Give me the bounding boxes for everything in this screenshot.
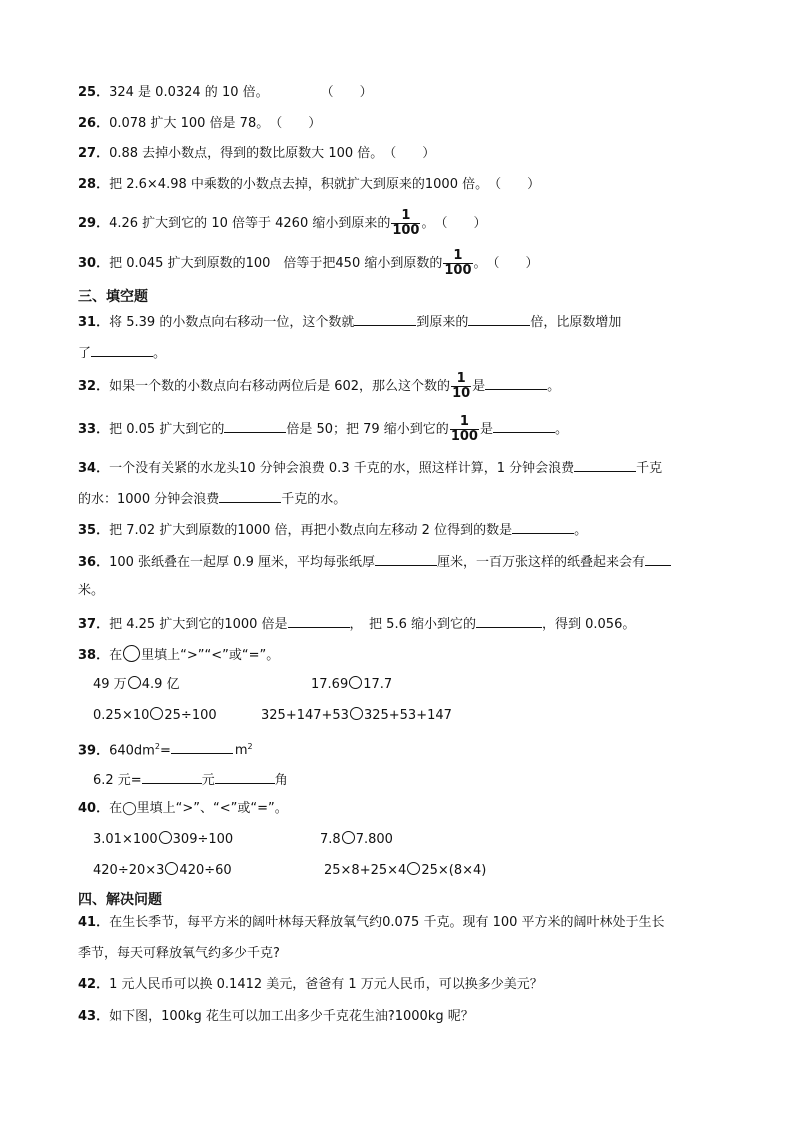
- answer-blank[interactable]: [142, 769, 202, 784]
- answer-blank[interactable]: [493, 418, 555, 433]
- question-text: 。: [554, 422, 568, 437]
- expression: 420÷60: [179, 863, 232, 878]
- question-text: 如下图，100kg 花生可以加工出多少千克花生油?1000kg 呢？: [109, 1009, 474, 1024]
- answer-blank[interactable]: [215, 769, 275, 784]
- question-30: 30．把 0.045 扩大到原数的100 倍等于把450 缩小到原数的 $\frac{1}{100}$ 。（ ）: [78, 247, 539, 281]
- compare-circle[interactable]: [342, 831, 355, 844]
- question-number: 30: [78, 256, 97, 271]
- question-text: 在: [109, 648, 123, 663]
- answer-blank[interactable]: [224, 418, 286, 433]
- question-26: 26．0.078 扩大 100 倍是 78。（ ）: [78, 116, 322, 131]
- question-41-cont: [78, 945, 280, 963]
- question-text: 元: [201, 773, 215, 788]
- question-text: 是: [472, 379, 486, 394]
- question-text: ，得到 0.056。: [542, 617, 636, 632]
- expression: 4.9 亿: [141, 677, 180, 692]
- answer-parens[interactable]: （ ）: [269, 116, 322, 131]
- question-number: 29: [78, 216, 97, 231]
- answer-parens[interactable]: （ ）: [488, 177, 541, 192]
- expression: 325+53+147: [363, 708, 452, 723]
- question-number: 37: [78, 617, 97, 632]
- question-41: 41．在生长季节，每平方米的阔叶林每天释放氧气约0.075 千克。现有 100 平方米的阔叶林处于生长: [78, 915, 665, 930]
- question-40: 40．在◯里填上“>”、“<”或“=”。: [78, 801, 288, 816]
- expression: 49 万: [93, 677, 127, 692]
- answer-parens[interactable]: （ ）: [383, 146, 436, 161]
- expression: 25×8+25×4: [324, 863, 407, 878]
- question-number: 31: [78, 315, 97, 330]
- answer-blank[interactable]: [485, 375, 547, 390]
- question-text: 将 5.39 的小数点向右移动一位，这个数就: [109, 315, 355, 330]
- compare-row: [93, 831, 233, 849]
- compare-circle[interactable]: [407, 862, 420, 875]
- question-text: 把 2.6×4.98 中乘数的小数点去掉，积就扩大到原来的1000 倍。: [109, 177, 489, 192]
- expression: 17.7: [363, 677, 393, 692]
- question-text: 一个没有关紧的水龙头10 分钟会浪费 0.3 千克的水，照这样计算，1 分钟会浪费: [109, 461, 575, 476]
- answer-blank[interactable]: [375, 551, 437, 566]
- question-33: 33．把 0.05 扩大到它的 倍是 50；把 79 缩小到它的 $\frac{1}{100}$ 是 。: [78, 414, 568, 444]
- compare-row: [93, 862, 232, 880]
- question-text: 在◯里填上“>”、“<”或“=”。: [109, 801, 288, 816]
- answer-blank[interactable]: [468, 311, 530, 326]
- question-29: 29．4.26 扩大到它的 10 倍等于 4260 缩小到原来的 $\frac{1}{100}$ 。（ ）: [78, 207, 487, 241]
- question-text: 了: [78, 346, 92, 361]
- expression: 420÷20×3: [93, 863, 165, 878]
- compare-circle[interactable]: [350, 707, 363, 720]
- question-text: 。: [547, 379, 561, 394]
- question-number: 34: [78, 461, 97, 476]
- question-31: 31．将 5.39 的小数点向右移动一位，这个数就 到原来的 倍，比原数增加: [78, 311, 621, 332]
- superscript: 2: [154, 742, 160, 751]
- compare-row: [320, 831, 393, 849]
- compare-row: [324, 862, 486, 880]
- expression: 7.800: [355, 832, 393, 847]
- question-text: ， 把 5.6 缩小到它的: [349, 617, 476, 632]
- circle-icon: [123, 645, 140, 662]
- question-text: 把 7.02 扩大到原数的1000 倍，再把小数点向左移动 2 位得到的数是: [109, 523, 513, 538]
- question-text: 把 0.05 扩大到它的: [109, 422, 225, 437]
- answer-blank[interactable]: [512, 519, 574, 534]
- question-text: 。: [574, 523, 588, 538]
- question-42: 42．1 元人民币可以换 0.1412 美元，爸爸有 1 万元人民币，可以换多少美元？: [78, 977, 543, 992]
- compare-circle[interactable]: [165, 862, 178, 875]
- question-35: 35．把 7.02 扩大到原数的1000 倍，再把小数点向左移动 2 位得到的数是 。: [78, 519, 587, 540]
- question-text: 1 元人民币可以换 0.1412 美元，爸爸有 1 万元人民币，可以换多少美元？: [109, 977, 543, 992]
- section-heading-word-problems: 四、解决问题: [78, 892, 162, 908]
- question-text: 。: [153, 346, 167, 361]
- expression: 309÷100: [172, 832, 234, 847]
- question-text: 角: [274, 773, 288, 788]
- expression: 25÷100: [164, 708, 217, 723]
- question-43: 43．如下图，100kg 花生可以加工出多少千克花生油?1000kg 呢？: [78, 1009, 474, 1024]
- expression: 3.01×100: [93, 832, 158, 847]
- answer-blank[interactable]: [645, 551, 671, 566]
- question-text: 把 0.045 扩大到原数的100 倍等于把450 缩小到原数的: [109, 256, 443, 271]
- question-25: 25．324 是 0.0324 的 10 倍。 （ ）: [78, 85, 373, 100]
- answer-parens[interactable]: （ ）: [434, 216, 487, 231]
- question-number: 25: [78, 85, 97, 100]
- question-text: 的水：1000 分钟会浪费: [78, 492, 220, 507]
- answer-blank[interactable]: [476, 613, 542, 628]
- superscript: 2: [247, 742, 253, 751]
- question-number: 27: [78, 146, 97, 161]
- question-text: 324 是 0.0324 的 10 倍。: [109, 85, 269, 100]
- answer-blank[interactable]: [171, 739, 233, 754]
- compare-circle[interactable]: [150, 707, 163, 720]
- question-34: 34．一个没有关紧的水龙头10 分钟会浪费 0.3 千克的水，照这样计算，1 分钟会浪费 千克: [78, 457, 662, 478]
- question-text: 到原来的: [416, 315, 469, 330]
- question-36-cont: [78, 582, 104, 600]
- answer-parens[interactable]: （ ）: [486, 256, 539, 271]
- unit: m: [234, 743, 248, 759]
- question-number: 26: [78, 116, 97, 131]
- answer-blank[interactable]: [219, 488, 281, 503]
- question-39: 39．$640dm^2= m^2$: [78, 738, 253, 760]
- question-number: 28: [78, 177, 97, 192]
- compare-row: [93, 676, 180, 694]
- question-text: 6.2 元=: [93, 773, 142, 788]
- question-text: 米。: [78, 583, 105, 598]
- compare-row: [93, 707, 217, 725]
- compare-row: [261, 707, 452, 725]
- expression: 7.8: [320, 832, 341, 847]
- fraction: $\frac{1}{100}$: [450, 414, 478, 444]
- question-text: 千克: [636, 461, 663, 476]
- compare-circle[interactable]: [159, 831, 172, 844]
- expression: 0.25×10: [93, 708, 150, 723]
- question-number: 33: [78, 422, 97, 437]
- compare-circle[interactable]: [128, 676, 141, 689]
- compare-circle[interactable]: [349, 676, 362, 689]
- question-text: 0.88 去掉小数点，得到的数比原数大 100 倍。: [109, 146, 384, 161]
- question-number: 35: [78, 523, 97, 538]
- expression: 325+147+53: [261, 708, 349, 723]
- question-number: 40: [78, 801, 97, 816]
- question-text: 4.26 扩大到它的 10 倍等于 4260 缩小到原来的: [109, 216, 391, 231]
- answer-blank[interactable]: [288, 613, 350, 628]
- question-number: 43: [78, 1009, 97, 1024]
- question-38: 38．在 里填上“>”“<”或“=”。: [78, 645, 279, 665]
- expression: 17.69: [311, 677, 349, 692]
- question-number: 39: [78, 743, 97, 759]
- question-32: 32．如果一个数的小数点向右移动两位后是 602，那么这个数的 $\frac{1}{10}$ 是 。: [78, 371, 561, 401]
- expression: 25×(8×4): [421, 863, 487, 878]
- question-number: 42: [78, 977, 97, 992]
- question-text: 厘米，一百万张这样的纸叠起来会有: [437, 555, 646, 570]
- question-number: 38: [78, 648, 97, 663]
- question-text: 640dm: [109, 743, 155, 759]
- answer-blank[interactable]: [91, 342, 153, 357]
- answer-parens[interactable]: （ ）: [320, 85, 373, 100]
- question-text: 倍，比原数增加: [530, 315, 622, 330]
- question-37: 37．把 4.25 扩大到它的1000 倍是 ， 把 5.6 缩小到它的 ，得到 0.056。: [78, 613, 635, 634]
- fraction: $\frac{1}{100}$: [392, 208, 420, 238]
- question-text: 是: [479, 422, 493, 437]
- fraction: $\frac{1}{100}$: [444, 248, 472, 278]
- question-number: 36: [78, 555, 97, 570]
- question-text: 季节，每天可释放氧气约多少千克?: [78, 946, 280, 961]
- question-text: =: [159, 743, 171, 759]
- question-text: 里填上“>”“<”或“=”。: [141, 648, 280, 663]
- question-text: 把 4.25 扩大到它的1000 倍是: [109, 617, 288, 632]
- question-31-cont: [78, 342, 166, 363]
- question-27: 27．0.88 去掉小数点，得到的数比原数大 100 倍。（ ）: [78, 146, 436, 161]
- question-text: 如果一个数的小数点向右移动两位后是 602，那么这个数的: [109, 379, 451, 394]
- question-number: 32: [78, 379, 97, 394]
- question-39-cont: [93, 769, 288, 790]
- question-text: 0.078 扩大 100 倍是 78。: [109, 116, 270, 131]
- question-text: 在生长季节，每平方米的阔叶林每天释放氧气约0.075 千克。现有 100 平方米的阔叶林处于生长: [109, 915, 665, 930]
- answer-blank[interactable]: [354, 311, 416, 326]
- question-text: 千克的水。: [281, 492, 347, 507]
- question-number: 41: [78, 915, 97, 930]
- fraction: $\frac{1}{10}$: [452, 371, 471, 401]
- compare-row: [311, 676, 392, 694]
- question-text: 100 张纸叠在一起厚 0.9 厘米，平均每张纸厚: [109, 555, 375, 570]
- question-36: 36．100 张纸叠在一起厚 0.9 厘米，平均每张纸厚 厘米，一百万张这样的纸叠起来会有: [78, 551, 671, 572]
- question-28: 28．把 2.6×4.98 中乘数的小数点去掉，积就扩大到原来的1000 倍。（ ）: [78, 177, 541, 192]
- section-heading-fill-in: 三、填空题: [78, 289, 148, 305]
- answer-blank[interactable]: [574, 457, 636, 472]
- question-text: 倍是 50；把 79 缩小到它的: [286, 422, 449, 437]
- question-34-cont: [78, 488, 346, 509]
